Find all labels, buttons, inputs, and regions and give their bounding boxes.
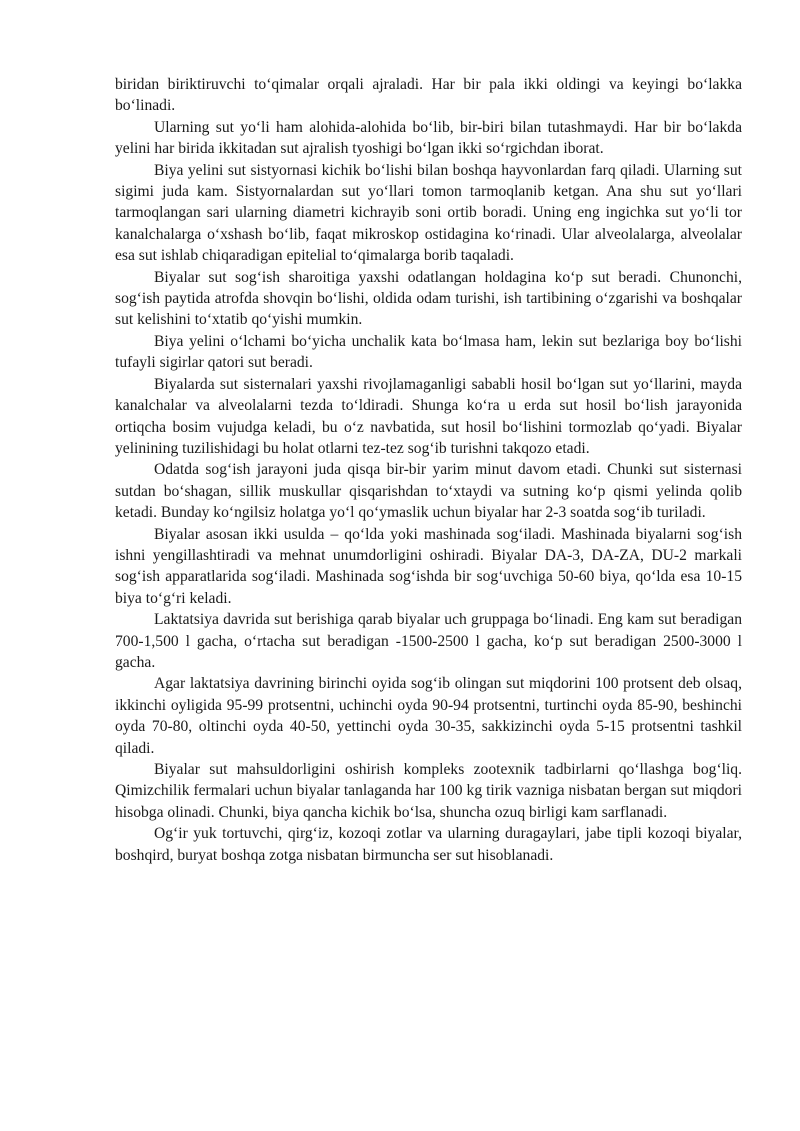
document-page — [115, 74, 742, 866]
paragraph: Odatda sog‘ish jarayoni juda qisqa bir-bir yarim minut davom etadi. Chunki sut sisternasi sutdan bo‘shagan, sillik muskullar qisqarishdan to‘xtaydi va sutning ko‘p qismi yelinda qolib ketadi. Bunday ko‘ngilsiz holatga yo‘l qo‘ymaslik uchun biyalar har 2-3 soatda sog‘ib turiladi. — [115, 461, 742, 522]
paragraph: Biya yelini sut sistyornasi kichik bo‘lishi bilan boshqa hayvonlardan farq qiladi. Ularning sut sigimi juda kam. Sistyornalardan sut yo‘llari tomon tarmoqlanib ketgan. Ana shu sut yo‘llari tarmoqlangan sari ularning diametri kichrayib soni ortib boradi. Uning eng ingichka sut yo‘li tor kanalchalarga o‘xshash bo‘lib, faqat mikroskop ostidagina ko‘rinadi. Ular alveolalarga, alveolalar esa sut ishlab chiqaradigan epitelial to‘qimalarga borib taqaladi. — [115, 161, 742, 265]
paragraph: Ularning sut yo‘li ham alohida-alohida bo‘lib, bir-biri bilan tutashmaydi. Har bir bo‘lakda yelini har birida ikkitadan sut ajralish tyoshigi bo‘lgan ikki so‘rgichdan iborat. — [115, 118, 742, 158]
paragraph-continued: biridan biriktiruvchi to‘qimalar orqali ajraladi. Har bir pala ikki oldingi va keyingi bo‘lakka bo‘linadi. — [115, 76, 742, 115]
paragraph: Laktatsiya davrida sut berishiga qarab biyalar uch gruppaga bo‘linadi. Eng kam sut beradigan 700-1,500 l gacha, o‘rtacha sut beradigan -1500-2500 l gacha, ko‘p sut beradigan 2500-3000 l gacha. — [115, 611, 742, 671]
paragraph: Biyalar sut mahsuldorligini oshirish kompleks zootexnik tadbirlarni qo‘llashga bog‘liq. Qimizchilik fermalari uchun biyalar tanlaganda har 100 kg tirik vazniga nisbatan bergan sut miqdori hisobga olinadi. Chunki, biya qancha kichik bo‘lsa, shuncha ozuq birligi kam sarflanadi. — [115, 761, 742, 821]
paragraph: Agar laktatsiya davrining birinchi oyida sog‘ib olingan sut miqdorini 100 protsent deb olsaq, ikkinchi oyligida 95-99 protsentni, uchinchi oyda 90-94 protsentni, turtinchi oyda 85-90, beshinchi oyda 70-80, oltinchi oyda 40-50, yettinchi oyda 30-35, sakkizinchi oyda 5-15 protsentni tashkil qiladi. — [115, 675, 742, 757]
paragraph: Biya yelini o‘lchami bo‘yicha unchalik kata bo‘lmasa ham, lekin sut bezlariga boy bo‘lishi tufayli sigirlar qatori sut beradi. — [115, 332, 742, 372]
paragraph: Biyalarda sut sisternalari yaxshi rivojlamaganligi sababli hosil bo‘lgan sut yo‘llarini, mayda kanalchalar va alveolalarni tezda to‘ldiradi. Shunga ko‘ra u erda sut hosil bo‘lish jarayonida ortiqcha bosim vujudga keladi, bu o‘z navbatida, sut hosil bo‘lishini tormozlab qo‘yadi. Biyalar yelinining tuzilishidagi bu holat otlarni tez-tez sog‘ib turishni takqozo etadi. — [115, 375, 742, 457]
paragraph: Biyalar sut sog‘ish sharoitiga yaxshi odatlangan holdagina ko‘p sut beradi. Chunonchi, sog‘ish paytida atrofda shovqin bo‘lishi, oldida odam turishi, ish tartibining o‘zgarishi va boshqalar sut kelishini to‘xtatib qo‘yishi mumkin. — [115, 268, 742, 329]
paragraph: Biyalar asosan ikki usulda – qo‘lda yoki mashinada sog‘iladi. Mashinada biyalarni sog‘ish ishni yengillashtiradi va mehnat unumdorligini oshiradi. Biyalar DA-3, DA-ZA, DU-2 markali sog‘ish apparatlarida sog‘iladi. Mashinada sog‘ishda bir sog‘uvchiga 50-60 biya, qo‘lda esa 10-15 biya to‘g‘ri keladi. — [115, 525, 742, 607]
paragraph: Og‘ir yuk tortuvchi, qirg‘iz, kozoqi zotlar va ularning duragaylari, jabe tipli kozoqi biyalar, boshqird, buryat boshqa zotga nisbatan birmuncha ser sut hisoblanadi. — [115, 825, 742, 864]
